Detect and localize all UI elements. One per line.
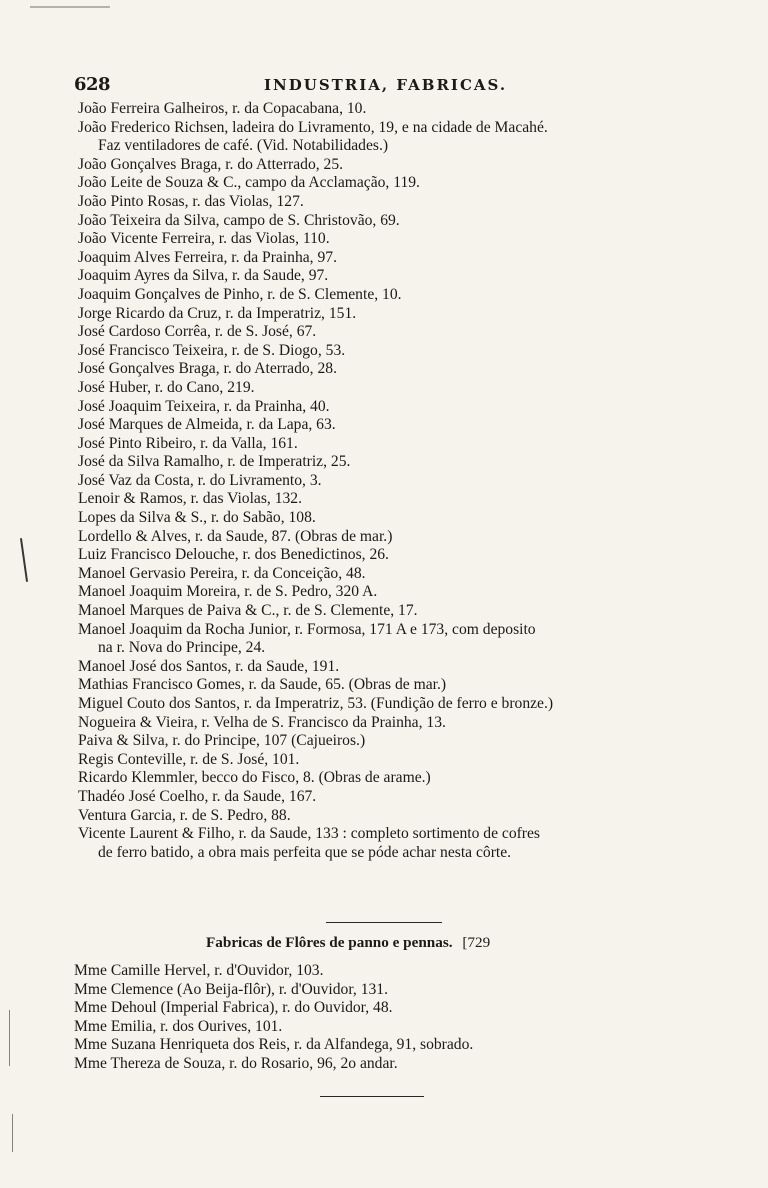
list-item: Mme Clemence (Ao Beija-flôr), r. d'Ouvidor, 131.: [74, 980, 388, 998]
list-item: João Pinto Rosas, r. das Violas, 127.: [78, 192, 304, 210]
list-item: Mathias Francisco Gomes, r. da Saude, 65. (Obras de mar.): [78, 676, 447, 694]
list-item: Lordello & Alves, r. da Saude, 87. (Obras de mar.): [78, 527, 393, 545]
list-item: Lenoir & Ramos, r. das Violas, 132.: [78, 490, 302, 508]
list-item: Manoel Joaquim Moreira, r. de S. Pedro, 320 A.: [78, 583, 378, 601]
running-head: INDUSTRIA, FABRICAS.: [264, 76, 508, 94]
list-item: Manoel Marques de Paiva & C., r. de S. Clemente, 17.: [78, 602, 418, 620]
list-item: Joaquim Ayres da Silva, r. da Saude, 97.: [78, 267, 329, 285]
list-item: Manoel Joaquim da Rocha Junior, r. Formosa, 171 A e 173, com deposito: [78, 620, 536, 638]
list-item-continuation: na r. Nova do Principe, 24.: [98, 639, 266, 657]
list-item: João Ferreira Galheiros, r. da Copacabana, 10.: [78, 100, 367, 117]
list-item: Nogueira & Vieira, r. Velha de S. Francisco da Prainha, 13.: [78, 713, 446, 731]
list-item: Luiz Francisco Delouche, r. dos Benedictinos, 26.: [78, 546, 389, 564]
margin-mark: [9, 1010, 10, 1066]
section-divider: [326, 922, 442, 923]
list-item: José da Silva Ramalho, r. de Imperatriz, 25.: [78, 453, 351, 471]
list-item: Thadéo José Coelho, r. da Saude, 167.: [78, 787, 317, 805]
list-item: Lopes da Silva & S., r. do Sabão, 108.: [78, 509, 316, 527]
section-entry-list: [74, 962, 714, 1074]
list-item: João Vicente Ferreira, r. das Violas, 110.: [78, 230, 330, 248]
list-item: João Frederico Richsen, ladeira do Livramento, 19, e na cidade de Macahé.: [78, 118, 548, 136]
list-item: Mme Suzana Henriqueta dos Reis, r. da Alfandega, 91, sobrado.: [74, 1036, 474, 1054]
list-item: Jorge Ricardo da Cruz, r. da Imperatriz, 151.: [78, 304, 357, 322]
list-item: Regis Conteville, r. de S. José, 101.: [78, 750, 300, 768]
page-header: [74, 74, 684, 96]
margin-mark: [12, 1114, 13, 1152]
margin-mark: [30, 6, 110, 8]
list-item: Joaquim Alves Ferreira, r. da Prainha, 97.: [78, 248, 337, 266]
list-item-continuation: Faz ventiladores de café. (Vid. Notabilidades.): [98, 137, 389, 155]
list-item: José Cardoso Corrêa, r. de S. José, 67.: [78, 323, 317, 341]
list-item: Mme Thereza de Souza, r. do Rosario, 96, 2o andar.: [74, 1054, 398, 1072]
list-item: João Leite de Souza & C., campo da Acclamação, 119.: [78, 174, 420, 192]
list-item: Ricardo Klemmler, becco do Fisco, 8. (Obras de arame.): [78, 769, 431, 787]
list-item: Manoel José dos Santos, r. da Saude, 191.: [78, 657, 340, 675]
list-item: João Teixeira da Silva, campo de S. Christovão, 69.: [78, 211, 400, 229]
list-item: José Marques de Almeida, r. da Lapa, 63.: [78, 416, 336, 434]
section-title-text: Fabricas de Flôres de panno e pennas.: [206, 934, 453, 951]
list-item: José Vaz da Costa, r. do Livramento, 3.: [78, 471, 322, 489]
list-item: Mme Dehoul (Imperial Fabrica), r. do Ouvidor, 48.: [74, 999, 393, 1017]
list-item: Paiva & Silva, r. do Principe, 107 (Cajueiros.): [78, 732, 366, 750]
list-item: Miguel Couto dos Santos, r. da Imperatriz, 53. (Fundição de ferro e bronze.): [78, 695, 554, 712]
section-title: [206, 934, 606, 952]
margin-mark: [20, 538, 28, 582]
list-item: João Gonçalves Braga, r. do Atterrado, 25.: [78, 155, 344, 173]
section-reference: [729: [462, 934, 491, 951]
list-item: Mme Emilia, r. dos Ourives, 101.: [74, 1017, 283, 1035]
list-item: José Francisco Teixeira, r. de S. Diogo, 53.: [78, 341, 346, 359]
list-item: Ventura Garcia, r. de S. Pedro, 88.: [78, 806, 291, 824]
list-item: José Pinto Ribeiro, r. da Valla, 161.: [78, 434, 298, 452]
page-number: 628: [74, 74, 111, 95]
list-item: José Huber, r. do Cano, 219.: [78, 378, 255, 396]
list-item-continuation: de ferro batido, a obra mais perfeita que se póde achar nesta côrte.: [98, 843, 512, 861]
list-item: Joaquim Gonçalves de Pinho, r. de S. Clemente, 10.: [78, 285, 402, 303]
list-item: Mme Camille Hervel, r. d'Ouvidor, 103.: [74, 962, 324, 979]
list-item: Manoel Gervasio Pereira, r. da Conceição, 48.: [78, 564, 366, 582]
list-item: José Joaquim Teixeira, r. da Prainha, 40.: [78, 397, 330, 415]
list-item: Vicente Laurent & Filho, r. da Saude, 133 : completo sortimento de cofres: [78, 825, 540, 843]
end-divider: [320, 1096, 424, 1097]
list-item: José Gonçalves Braga, r. do Aterrado, 28.: [78, 360, 337, 378]
entry-list: [78, 100, 714, 862]
